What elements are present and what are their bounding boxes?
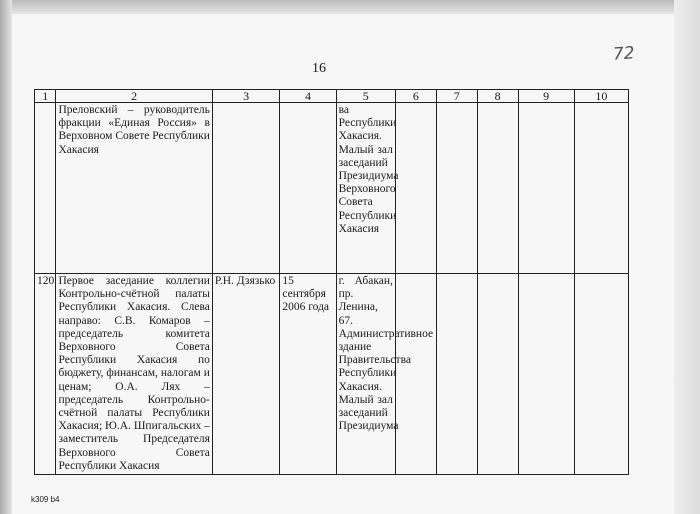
handwritten-page-number: 72 <box>612 43 636 65</box>
table-row <box>35 274 629 475</box>
header-cell-4: 4 <box>280 90 336 103</box>
header-cell-7: 7 <box>436 90 477 103</box>
photo-place: ва Республики Хакасия. Малый зал заседаний Президиума Верховного Совета Республики Хакасия <box>336 103 395 274</box>
table-row <box>35 103 629 274</box>
photo-place: г. Абакан, пр. Ленина, 67. Административное здание Правительства Республики Хакасия. Малый зал заседаний Президиума <box>336 274 395 475</box>
scan-edge-top <box>0 0 700 14</box>
photo-description: Первое заседание коллегии Контрольно-счётной палаты Республики Хакасия. Слева направо: С.В. Комаров – председатель комитета Верховного Совета Республики Хакасия по бюджету, финансам, налогам и ценам; О.А. Лях – председатель Контрольно-счётной палаты Республики Хакасия; Ю.А. Шпигальских – заместитель Председателя Верховного Совета Республики Хакасия <box>56 274 212 475</box>
photo-date <box>280 103 336 274</box>
footer-code: k309 b4 <box>31 495 60 504</box>
cell-col-10 <box>574 274 628 475</box>
photo-description: Преловский – руководитель фракции «Единая Россия» в Верховном Совете Республики Хакасия <box>56 103 212 274</box>
cell-col-7 <box>436 274 477 475</box>
cell-col-8 <box>477 103 518 274</box>
header-cell-9: 9 <box>518 90 574 103</box>
cell-col-6 <box>395 103 436 274</box>
header-cell-2: 2 <box>56 90 212 103</box>
cell-col-6 <box>395 274 436 475</box>
header-cell-8: 8 <box>477 90 518 103</box>
header-row <box>35 90 629 103</box>
header-cell-5: 5 <box>336 90 395 103</box>
cell-col-9 <box>518 274 574 475</box>
cell-col-8 <box>477 274 518 475</box>
scan-edge-right <box>674 0 700 514</box>
cell-col-9 <box>518 103 574 274</box>
scan-edge-left <box>0 0 12 514</box>
header-cell-6: 6 <box>395 90 436 103</box>
page-number: 16 <box>312 61 326 76</box>
cell-col-10 <box>574 103 628 274</box>
header-cell-10: 10 <box>574 90 628 103</box>
photo-date: 15 сентября 2006 года <box>280 274 336 475</box>
document-page <box>12 14 674 514</box>
photo-author: Р.Н. Дзязько <box>212 274 279 475</box>
header-cell-3: 3 <box>212 90 279 103</box>
archive-table <box>34 89 629 475</box>
row-number: 120 <box>35 274 56 475</box>
header-cell-1: 1 <box>35 90 56 103</box>
row-number <box>35 103 56 274</box>
cell-col-7 <box>436 103 477 274</box>
photo-author <box>212 103 279 274</box>
